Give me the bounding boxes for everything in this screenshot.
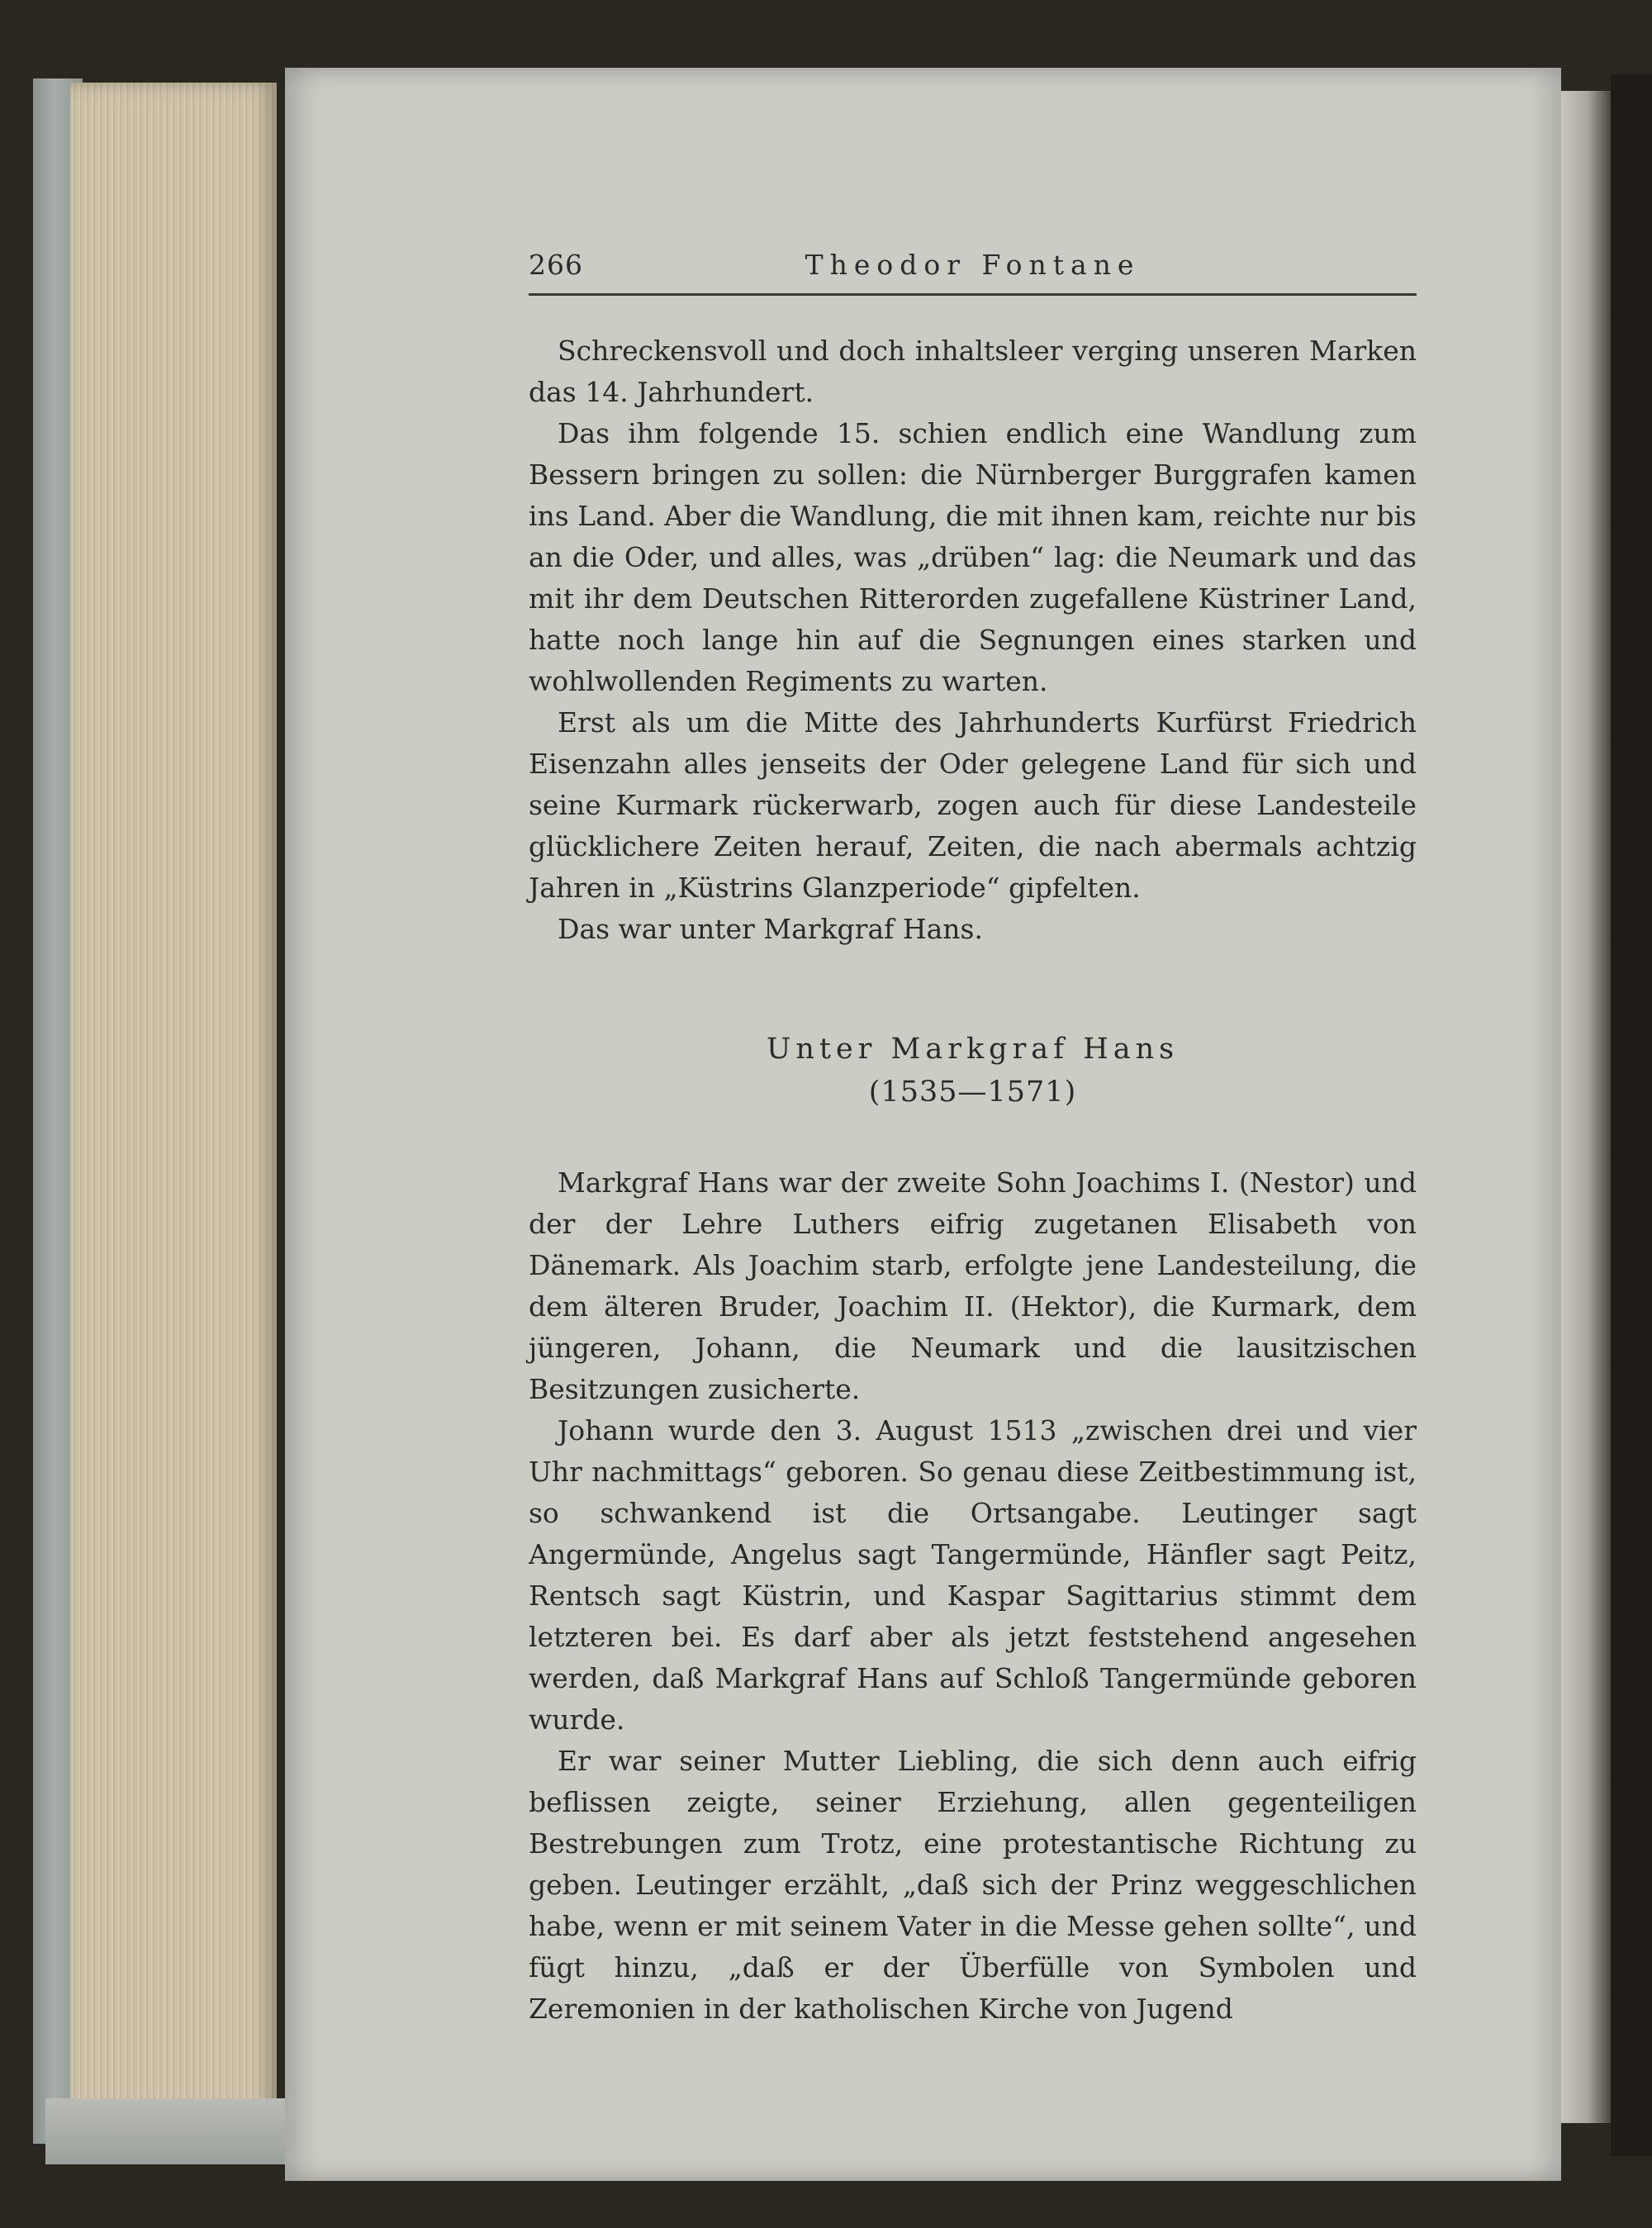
paragraph: Schreckensvoll und doch inhaltsleer verging unseren Marken das 14. Jahrhundert. <box>529 335 1417 408</box>
page-body <box>529 330 1417 2030</box>
section-heading: Unter Markgraf Hans <box>766 1033 1180 1066</box>
running-head <box>529 244 1417 296</box>
page-number: 266 <box>529 249 583 281</box>
running-title: Theodor Fontane <box>805 249 1141 281</box>
paragraph: Das war unter Markgraf Hans. <box>558 913 983 945</box>
paragraph: Das ihm folgende 15. schien endlich eine Wandlung zum Bessern bringen zu sollen: die Nürnberger Burggrafen kamen ins Land. Aber die Wandlung, die mit ihnen kam, reichte nur bis an die Oder, und alles, was „drüben“ lag: die Neumark und das mit ihr dem Deutschen Ritterorden zugefallene Küstriner Land, hatte noch lange hin auf die Segnungen eines starken und wohlwollenden Regiments zu warten. <box>529 417 1417 697</box>
book-shadow <box>1611 74 1652 2156</box>
left-page-stack <box>70 83 277 2131</box>
section-dates: (1535—1571) <box>868 1076 1077 1109</box>
paragraph: Er war seiner Mutter Liebling, die sich denn auch eifrig beflissen zeigte, seiner Erziehung, allen gegenteiligen Bestrebungen zum Trotz, eine protestantische Richtung zu geben. Leutinger erzählt, „daß sich der Prinz weggeschlichen habe, wenn er mit seinem Vater in die Messe gehen sollte“, und fügt hinzu, „daß er der Überfülle von Symbolen und Zeremonien in der katholischen Kirche von Jugend <box>529 1745 1417 2025</box>
paragraph: Johann wurde den 3. August 1513 „zwischen drei und vier Uhr nachmittags“ geboren. So genau diese Zeitbestimmung ist, so schwankend ist die Ortsangabe. Leutinger sagt Angermünde, Angelus sagt Tangermünde, Hänfler sagt Peitz, Rentsch sagt Küstrin, und Kaspar Sagittarius stimmt dem letzteren bei. Es darf aber als jetzt feststehend angesehen werden, daß Markgraf Hans auf Schloß Tangermünde geboren wurde. <box>529 1414 1417 1736</box>
right-page-edge <box>1553 91 1611 2123</box>
paragraph: Markgraf Hans war der zweite Sohn Joachims I. (Nestor) und der der Lehre Luthers eifrig zugetanen Elisabeth von Dänemark. Als Joachim starb, erfolgte jene Landesteilung, die dem älteren Bruder, Joachim II. (Hektor), die Kurmark, dem jüngeren, Johann, die Neumark und die lausitzischen Besitzungen zusicherte. <box>529 1166 1417 1405</box>
book-cover-edge <box>45 2098 285 2164</box>
paragraph: Erst als um die Mitte des Jahrhunderts Kurfürst Friedrich Eisenzahn alles jenseits der Oder gelegene Land für sich und seine Kurmark rückerwarb, zogen auch für diese Landesteile glücklichere Zeiten herauf, Zeiten, die nach abermals achtzig Jahren in „Küstrins Glanzperiode“ gipfelten. <box>529 706 1417 904</box>
